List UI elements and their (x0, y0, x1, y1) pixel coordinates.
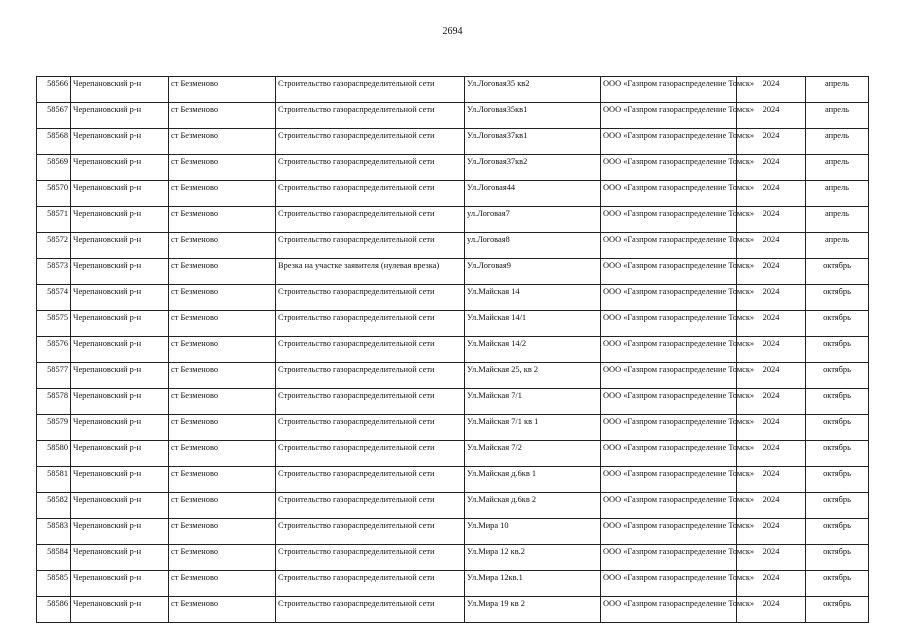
cell-locality: ст Безменово (169, 467, 276, 493)
cell-district: Черепановский р-н (71, 389, 169, 415)
cell-organization: ООО «Газпром газораспределение Томск» (601, 441, 737, 467)
table-row (37, 155, 869, 181)
table-row (37, 415, 869, 441)
cell-month: октябрь (806, 467, 869, 493)
cell-work-type: Строительство газораспределительной сети (276, 311, 465, 337)
cell-year: 2024 (737, 311, 806, 337)
cell-organization: ООО «Газпром газораспределение Томск» (601, 519, 737, 545)
cell-year: 2024 (737, 129, 806, 155)
table-row (37, 467, 869, 493)
cell-locality: ст Безменово (169, 103, 276, 129)
table-row (37, 103, 869, 129)
cell-month: октябрь (806, 545, 869, 571)
cell-month: апрель (806, 181, 869, 207)
cell-organization: ООО «Газпром газораспределение Томск» (601, 77, 737, 103)
cell-locality: ст Безменово (169, 441, 276, 467)
cell-district: Черепановский р-н (71, 493, 169, 519)
cell-work-type: Строительство газораспределительной сети (276, 571, 465, 597)
table-row (37, 337, 869, 363)
cell-year: 2024 (737, 519, 806, 545)
cell-address: Ул.Майская 25, кв 2 (465, 363, 601, 389)
cell-locality: ст Безменово (169, 493, 276, 519)
cell-district: Черепановский р-н (71, 571, 169, 597)
cell-locality: ст Безменово (169, 389, 276, 415)
cell-month: октябрь (806, 597, 869, 623)
cell-organization: ООО «Газпром газораспределение Томск» (601, 207, 737, 233)
cell-year: 2024 (737, 155, 806, 181)
cell-year: 2024 (737, 233, 806, 259)
cell-address: ул.Логовая7 (465, 207, 601, 233)
cell-address: Ул.Логовая37кв2 (465, 155, 601, 181)
cell-month: октябрь (806, 571, 869, 597)
cell-district: Черепановский р-н (71, 77, 169, 103)
cell-year: 2024 (737, 363, 806, 389)
cell-address: Ул.Майская 7/1 кв 1 (465, 415, 601, 441)
cell-address: Ул.Майская д.6кв 2 (465, 493, 601, 519)
cell-year: 2024 (737, 415, 806, 441)
cell-month: октябрь (806, 363, 869, 389)
table-row (37, 181, 869, 207)
cell-id: 58569 (37, 155, 71, 181)
cell-locality: ст Безменово (169, 311, 276, 337)
cell-district: Черепановский р-н (71, 233, 169, 259)
cell-organization: ООО «Газпром газораспределение Томск» (601, 337, 737, 363)
cell-year: 2024 (737, 181, 806, 207)
cell-id: 58567 (37, 103, 71, 129)
cell-year: 2024 (737, 337, 806, 363)
cell-work-type: Врезка на участке заявителя (нулевая врезка) (276, 259, 465, 285)
cell-month: апрель (806, 77, 869, 103)
cell-id: 58578 (37, 389, 71, 415)
cell-month: октябрь (806, 389, 869, 415)
cell-address: Ул.Логовая37кв1 (465, 129, 601, 155)
table-row (37, 571, 869, 597)
cell-id: 58582 (37, 493, 71, 519)
cell-id: 58580 (37, 441, 71, 467)
page-number: 2694 (442, 26, 463, 37)
cell-id: 58586 (37, 597, 71, 623)
cell-district: Черепановский р-н (71, 129, 169, 155)
cell-district: Черепановский р-н (71, 363, 169, 389)
cell-district: Черепановский р-н (71, 259, 169, 285)
cell-organization: ООО «Газпром газораспределение Томск» (601, 155, 737, 181)
cell-organization: ООО «Газпром газораспределение Томск» (601, 259, 737, 285)
cell-locality: ст Безменово (169, 545, 276, 571)
cell-work-type: Строительство газораспределительной сети (276, 337, 465, 363)
cell-locality: ст Безменово (169, 337, 276, 363)
cell-address: Ул.Майская 14 (465, 285, 601, 311)
cell-address: Ул.Майская 7/2 (465, 441, 601, 467)
cell-organization: ООО «Газпром газораспределение Томск» (601, 389, 737, 415)
cell-id: 58566 (37, 77, 71, 103)
cell-organization: ООО «Газпром газораспределение Томск» (601, 285, 737, 311)
table-row (37, 441, 869, 467)
cell-year: 2024 (737, 207, 806, 233)
cell-work-type: Строительство газораспределительной сети (276, 545, 465, 571)
cell-month: апрель (806, 103, 869, 129)
cell-month: октябрь (806, 415, 869, 441)
cell-work-type: Строительство газораспределительной сети (276, 103, 465, 129)
cell-organization: ООО «Газпром газораспределение Томск» (601, 233, 737, 259)
table-row (37, 233, 869, 259)
cell-address: Ул.Логовая44 (465, 181, 601, 207)
cell-locality: ст Безменово (169, 571, 276, 597)
cell-id: 58577 (37, 363, 71, 389)
cell-month: октябрь (806, 519, 869, 545)
cell-year: 2024 (737, 103, 806, 129)
cell-district: Черепановский р-н (71, 337, 169, 363)
cell-work-type: Строительство газораспределительной сети (276, 77, 465, 103)
table-row (37, 545, 869, 571)
cell-year: 2024 (737, 571, 806, 597)
cell-address: Ул.Майская 14/2 (465, 337, 601, 363)
cell-district: Черепановский р-н (71, 103, 169, 129)
cell-district: Черепановский р-н (71, 467, 169, 493)
table-row (37, 363, 869, 389)
cell-address: ул.Логовая8 (465, 233, 601, 259)
cell-locality: ст Безменово (169, 597, 276, 623)
cell-locality: ст Безменово (169, 155, 276, 181)
cell-month: октябрь (806, 311, 869, 337)
cell-district: Черепановский р-н (71, 311, 169, 337)
cell-organization: ООО «Газпром газораспределение Томск» (601, 129, 737, 155)
table-row (37, 389, 869, 415)
cell-district: Черепановский р-н (71, 519, 169, 545)
cell-year: 2024 (737, 467, 806, 493)
table-row (37, 207, 869, 233)
cell-work-type: Строительство газораспределительной сети (276, 129, 465, 155)
cell-id: 58573 (37, 259, 71, 285)
cell-work-type: Строительство газораспределительной сети (276, 467, 465, 493)
cell-address: Ул.Логовая9 (465, 259, 601, 285)
cell-address: Ул.Майская 14/1 (465, 311, 601, 337)
cell-month: октябрь (806, 259, 869, 285)
cell-organization: ООО «Газпром газораспределение Томск» (601, 493, 737, 519)
cell-work-type: Строительство газораспределительной сети (276, 415, 465, 441)
cell-locality: ст Безменово (169, 285, 276, 311)
cell-organization: ООО «Газпром газораспределение Томск» (601, 415, 737, 441)
cell-address: Ул.Мира 12 кв.2 (465, 545, 601, 571)
cell-locality: ст Безменово (169, 415, 276, 441)
cell-work-type: Строительство газораспределительной сети (276, 363, 465, 389)
cell-district: Черепановский р-н (71, 285, 169, 311)
table-row (37, 259, 869, 285)
cell-id: 58583 (37, 519, 71, 545)
cell-district: Черепановский р-н (71, 207, 169, 233)
cell-organization: ООО «Газпром газораспределение Томск» (601, 103, 737, 129)
cell-month: октябрь (806, 493, 869, 519)
cell-work-type: Строительство газораспределительной сети (276, 285, 465, 311)
cell-address: Ул.Логовая35кв1 (465, 103, 601, 129)
cell-organization: ООО «Газпром газораспределение Томск» (601, 545, 737, 571)
cell-work-type: Строительство газораспределительной сети (276, 519, 465, 545)
cell-work-type: Строительство газораспределительной сети (276, 233, 465, 259)
cell-address: Ул.Мира 12кв.1 (465, 571, 601, 597)
cell-year: 2024 (737, 77, 806, 103)
cell-month: апрель (806, 233, 869, 259)
cell-id: 58571 (37, 207, 71, 233)
cell-year: 2024 (737, 545, 806, 571)
cell-id: 58572 (37, 233, 71, 259)
table-row (37, 597, 869, 623)
cell-organization: ООО «Газпром газораспределение Томск» (601, 467, 737, 493)
table-row (37, 129, 869, 155)
cell-organization: ООО «Газпром газораспределение Томск» (601, 597, 737, 623)
cell-work-type: Строительство газораспределительной сети (276, 597, 465, 623)
table-row (37, 285, 869, 311)
cell-locality: ст Безменово (169, 129, 276, 155)
cell-id: 58576 (37, 337, 71, 363)
cell-organization: ООО «Газпром газораспределение Томск» (601, 571, 737, 597)
cell-address: Ул.Майская 7/1 (465, 389, 601, 415)
cell-district: Черепановский р-н (71, 597, 169, 623)
cell-locality: ст Безменово (169, 207, 276, 233)
cell-locality: ст Безменово (169, 181, 276, 207)
cell-id: 58575 (37, 311, 71, 337)
cell-id: 58584 (37, 545, 71, 571)
cell-work-type: Строительство газораспределительной сети (276, 207, 465, 233)
cell-month: апрель (806, 155, 869, 181)
cell-district: Черепановский р-н (71, 415, 169, 441)
cell-id: 58579 (37, 415, 71, 441)
cell-locality: ст Безменово (169, 363, 276, 389)
cell-work-type: Строительство газораспределительной сети (276, 493, 465, 519)
cell-work-type: Строительство газораспределительной сети (276, 181, 465, 207)
table-row (37, 493, 869, 519)
cell-organization: ООО «Газпром газораспределение Томск» (601, 311, 737, 337)
cell-id: 58568 (37, 129, 71, 155)
cell-year: 2024 (737, 493, 806, 519)
table-row (37, 311, 869, 337)
cell-month: октябрь (806, 285, 869, 311)
cell-month: апрель (806, 207, 869, 233)
cell-year: 2024 (737, 259, 806, 285)
cell-id: 58570 (37, 181, 71, 207)
cell-locality: ст Безменово (169, 259, 276, 285)
cell-id: 58574 (37, 285, 71, 311)
cell-month: октябрь (806, 337, 869, 363)
cell-year: 2024 (737, 389, 806, 415)
cell-year: 2024 (737, 441, 806, 467)
gas-connection-table (36, 76, 869, 623)
cell-locality: ст Безменово (169, 519, 276, 545)
cell-work-type: Строительство газораспределительной сети (276, 389, 465, 415)
cell-district: Черепановский р-н (71, 155, 169, 181)
cell-organization: ООО «Газпром газораспределение Томск» (601, 181, 737, 207)
cell-id: 58585 (37, 571, 71, 597)
cell-address: Ул.Мира 19 кв 2 (465, 597, 601, 623)
cell-id: 58581 (37, 467, 71, 493)
cell-organization: ООО «Газпром газораспределение Томск» (601, 363, 737, 389)
cell-year: 2024 (737, 597, 806, 623)
cell-month: октябрь (806, 441, 869, 467)
cell-address: Ул.Майская д.6кв 1 (465, 467, 601, 493)
cell-district: Черепановский р-н (71, 545, 169, 571)
cell-locality: ст Безменово (169, 77, 276, 103)
table-row (37, 77, 869, 103)
cell-month: апрель (806, 129, 869, 155)
cell-work-type: Строительство газораспределительной сети (276, 155, 465, 181)
cell-work-type: Строительство газораспределительной сети (276, 441, 465, 467)
cell-address: Ул.Логовая35 кв2 (465, 77, 601, 103)
cell-district: Черепановский р-н (71, 181, 169, 207)
cell-locality: ст Безменово (169, 233, 276, 259)
cell-district: Черепановский р-н (71, 441, 169, 467)
table-row (37, 519, 869, 545)
cell-address: Ул.Мира 10 (465, 519, 601, 545)
cell-year: 2024 (737, 285, 806, 311)
